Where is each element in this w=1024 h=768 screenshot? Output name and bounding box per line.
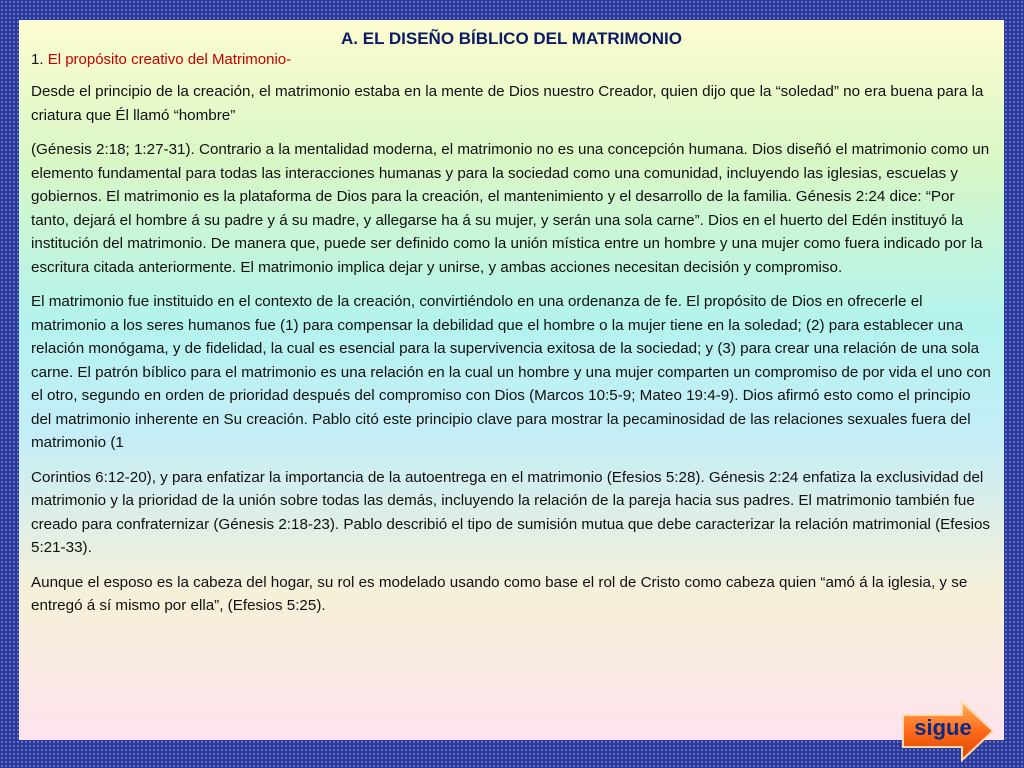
paragraph-2: (Génesis 2:18; 1:27-31). Contrario a la mentalidad moderna, el matrimonio no es una concepción humana. Dios diseñó el matrimonio como un elemento fundamental para todas las interacciones humanas y para la sociedad como una comunidad, incluyendo las iglesias, escuelas y gobiernos. El matrimonio es la plataforma de Dios para la creación, el mantenimiento y el desarrollo de la familia. Génesis 2:24 dice: “Por tanto, dejará el hombre á su padre y á su madre, y allegarse ha á su mujer, y serán una sola carne”. Dios en el huerto del Edén instituyó la institución del matrimonio. De manera que, puede ser definido como la unión mística entre un hombre y una mujer como fuera indicado por la escritura citada anteriormente. El matrimonio implica dejar y unirse, y ambas acciones necesitan decisión y compromiso. [31,141,990,276]
paragraph-5: Aunque el esposo es la cabeza del hogar, su rol es modelado usando como base el rol de Cristo como cabeza quien “amó á la iglesia, y se entregó á sí mismo por ella”, (Efesios 5:25). [31,573,968,614]
slide-content-panel [19,20,1004,740]
paragraph-1: Desde el principio de la creación, el matrimonio estaba en la mente de Dios nuestro Creador, quien dijo que la “soledad” no era buena para la criatura que Él llamó “hombre” [31,83,984,124]
section-subtitle [31,50,992,70]
slide-title: A. EL DISEÑO BÍBLICO DEL MATRIMONIO [341,29,682,48]
subtitle-number: 1. [31,51,44,68]
next-slide-button[interactable] [900,700,996,762]
paragraph-3: El matrimonio fue instituido en el contexto de la creación, convirtiéndolo en una ordenanza de fe. El propósito de Dios en ofrecerle el matrimonio a los seres humanos fue (1) para compensar la debilidad que el hombre o la mujer tiene en la soledad; (2) para establecer una relación monógama, y de fidelidad, la cual es esencial para la supervivencia exitosa de la sociedad; y (3) para crear una relación de una sola carne. El patrón bíblico para el matrimonio es una relación en la cual un hombre y una mujer comparten un compromiso de por vida el uno con el otro, segundo en orden de prioridad después del compromiso con Dios (Marcos 10:5-9; Mateo 19:4-9). Dios afirmó esto como el principio del matrimonio inherente en Su creación. Pablo citó este principio clave para mostrar la pecaminosidad de las relaciones sexuales fuera del matrimonio (1 [31,293,991,451]
subtitle-text: El propósito creativo del Matrimonio- [47,51,292,68]
next-slide-label: sigue [914,715,972,740]
paragraph-4: Corintios 6:12-20), y para enfatizar la importancia de la autoentrega en el matrimonio (Efesios 5:28). Génesis 2:24 enfatiza la exclusividad del matrimonio y la prioridad de la unión sobre todas las demás, incluyendo la relación de la pareja hacia sus padres. El matrimonio también fue creado para confraternizar (Génesis 2:18-23). Pablo describió el tipo de sumisión mutua que debe caracterizar la relación matrimonial (Efesios 5:21-33). [31,468,990,556]
